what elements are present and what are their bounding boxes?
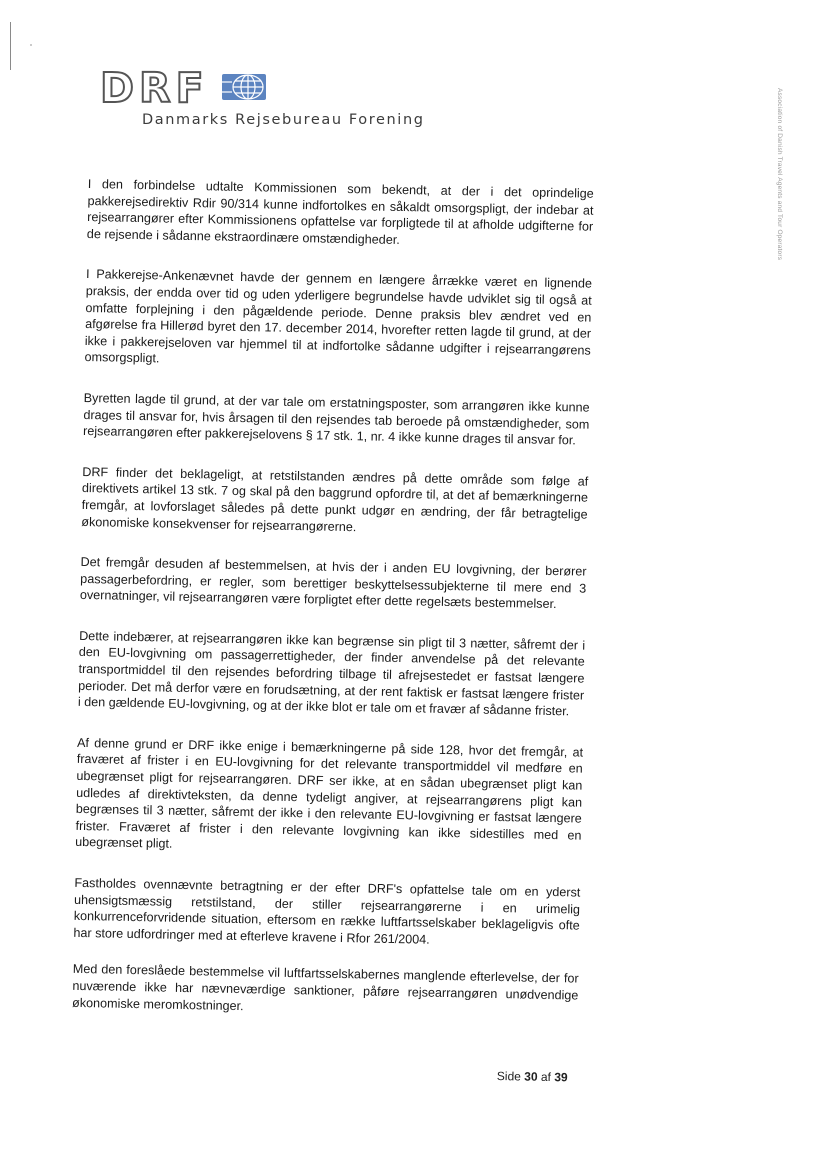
paragraph: Fastholdes ovennævnte betragtning er der efter DRF's opfattelse tale om en yderst uhensigtsmæssig retstilstand, der stiller rejsearrangørerne i en urimelig konkurrenceforvridende situation, eftersom en række luftfartsselskaber beklageligvis ofte har store udfordringer med at efterleve kravene i Rfor 261/2004. xyxy=(73,875,581,947)
paragraph: I den forbindelse udtalte Kommissionen som bekendt, at der i det oprindelige pakkerejsedirektiv Rdir 90/314 kunne indfortolkes en såkaldt omsorgspligt, der indebar at rejsearrangører efter Kommissionens opfattelse var forpligtede til at afholde udgifterne for de rejsende i sådanne ekstraordinære omstændigheder. xyxy=(86,176,594,247)
paragraph: I Pakkerejse-Ankenævnet havde der gennem en længere årrække været en lignende praksis, der endda over tid og uden yderligere begrundelse havde udviklet sig til også at omfatte forplejning i den pågældende periode. Denne praksis blev ændret ved en afgørelse fra Hillerød byret den 17. december 2014, hvorefter retten lagde til grund, at der ikke i pakkerejseloven var hjemmel til at indfortolke sådanne udgifter i rejsearrangørens omsorgspligt. xyxy=(84,267,593,366)
total-pages: 39 xyxy=(554,1070,568,1085)
paragraph: Byretten lagde til grund, at der var tale om erstatningsposter, som arrangøren ikke kunne drages til ansvar for, hvis årsagen til den rejsendes tab beroede på omstændigheder, som rejsearrangøren efter pakkerejselovens § 17 stk. 1, nr. 4 ikke kunne drages til ansvar for. xyxy=(82,390,590,448)
paragraph: Med den foreslåede bestemmelse vil luftfartsselskabernes manglende efterlevelse, der for nuværende ikke har nævneværdige sanktioner, påføre rejsearrangøren unødvendige økonomiske meromkostninger. xyxy=(71,962,579,1013)
page-separator: af xyxy=(540,1069,552,1085)
logo-wordmark: DRF xyxy=(100,64,209,112)
paragraph: Det fremgår desuden af bestemmelsen, at hvis der i anden EU lovgivning, der berører passagerbefordring, er regler, som berettiger beskyttelsessubjekterne til mere end 3 overnatninger, vil rejsearrangøren være forpligtet efter dette regelsæts bestemmelser. xyxy=(79,555,587,612)
scan-margin-line xyxy=(10,22,11,70)
globe-icon xyxy=(218,72,270,102)
current-page: 30 xyxy=(524,1069,538,1084)
side-caption: Association of Danish Travel Agents and Tour Operators xyxy=(776,88,783,261)
page-prefix: Side xyxy=(496,1069,522,1084)
paragraph: Af denne grund er DRF ikke enige i bemærkningerne på side 128, hvor det fremgår, at fraværet af frister i en EU-lovgivning for det relevante transportmiddel vil medføre en ubegrænset pligt for rejsearrangøren. DRF ser ikke, at en sådan ubegrænset pligt kan udledes af direktivteksten, da denne tydeligt angiver, at rejsearrangørens pligt kan begrænses til 3 nætter, såfremt der ikke i den relevante EU-lovgivning er fastsat længere frister. Fraværet af frister i den relevante lovgivning kan ikke sidestilles med en ubegrænset pligt. xyxy=(75,735,584,852)
document-body xyxy=(72,176,594,1045)
page-number xyxy=(497,1069,568,1084)
paragraph: DRF finder det beklageligt, at retstilstanden ændres på dette område som følge af direktivets artikel 13 stk. 7 og skal på den baggrund opfordre til, at det af bemærkningerne fremgår, at lovforslaget således på dette punkt udgør en ændring, der får betragtelige økonomiske konsekvenser for rejsearrangørerne. xyxy=(81,464,589,534)
paragraph: Dette indebærer, at rejsearrangøren ikke kan begrænse sin pligt til 3 nætter, såfremt der i den EU-lovgivning om passagerrettigheder, der finder anvendelse på det relevante transportmiddel til den rejsendes befordring tilbage til afrejsestedet er fastsat længere perioder. Det må derfor være en forudsætning, at der rent faktisk er fastsat længere frister i den gældende EU-lovgivning, og at der ikke blot er tale om et fravær af sådanne frister. xyxy=(77,628,586,719)
scan-speck xyxy=(30,44,32,46)
organization-name: Danmarks Rejsebureau Forening xyxy=(142,112,425,128)
drf-logo xyxy=(100,64,460,138)
